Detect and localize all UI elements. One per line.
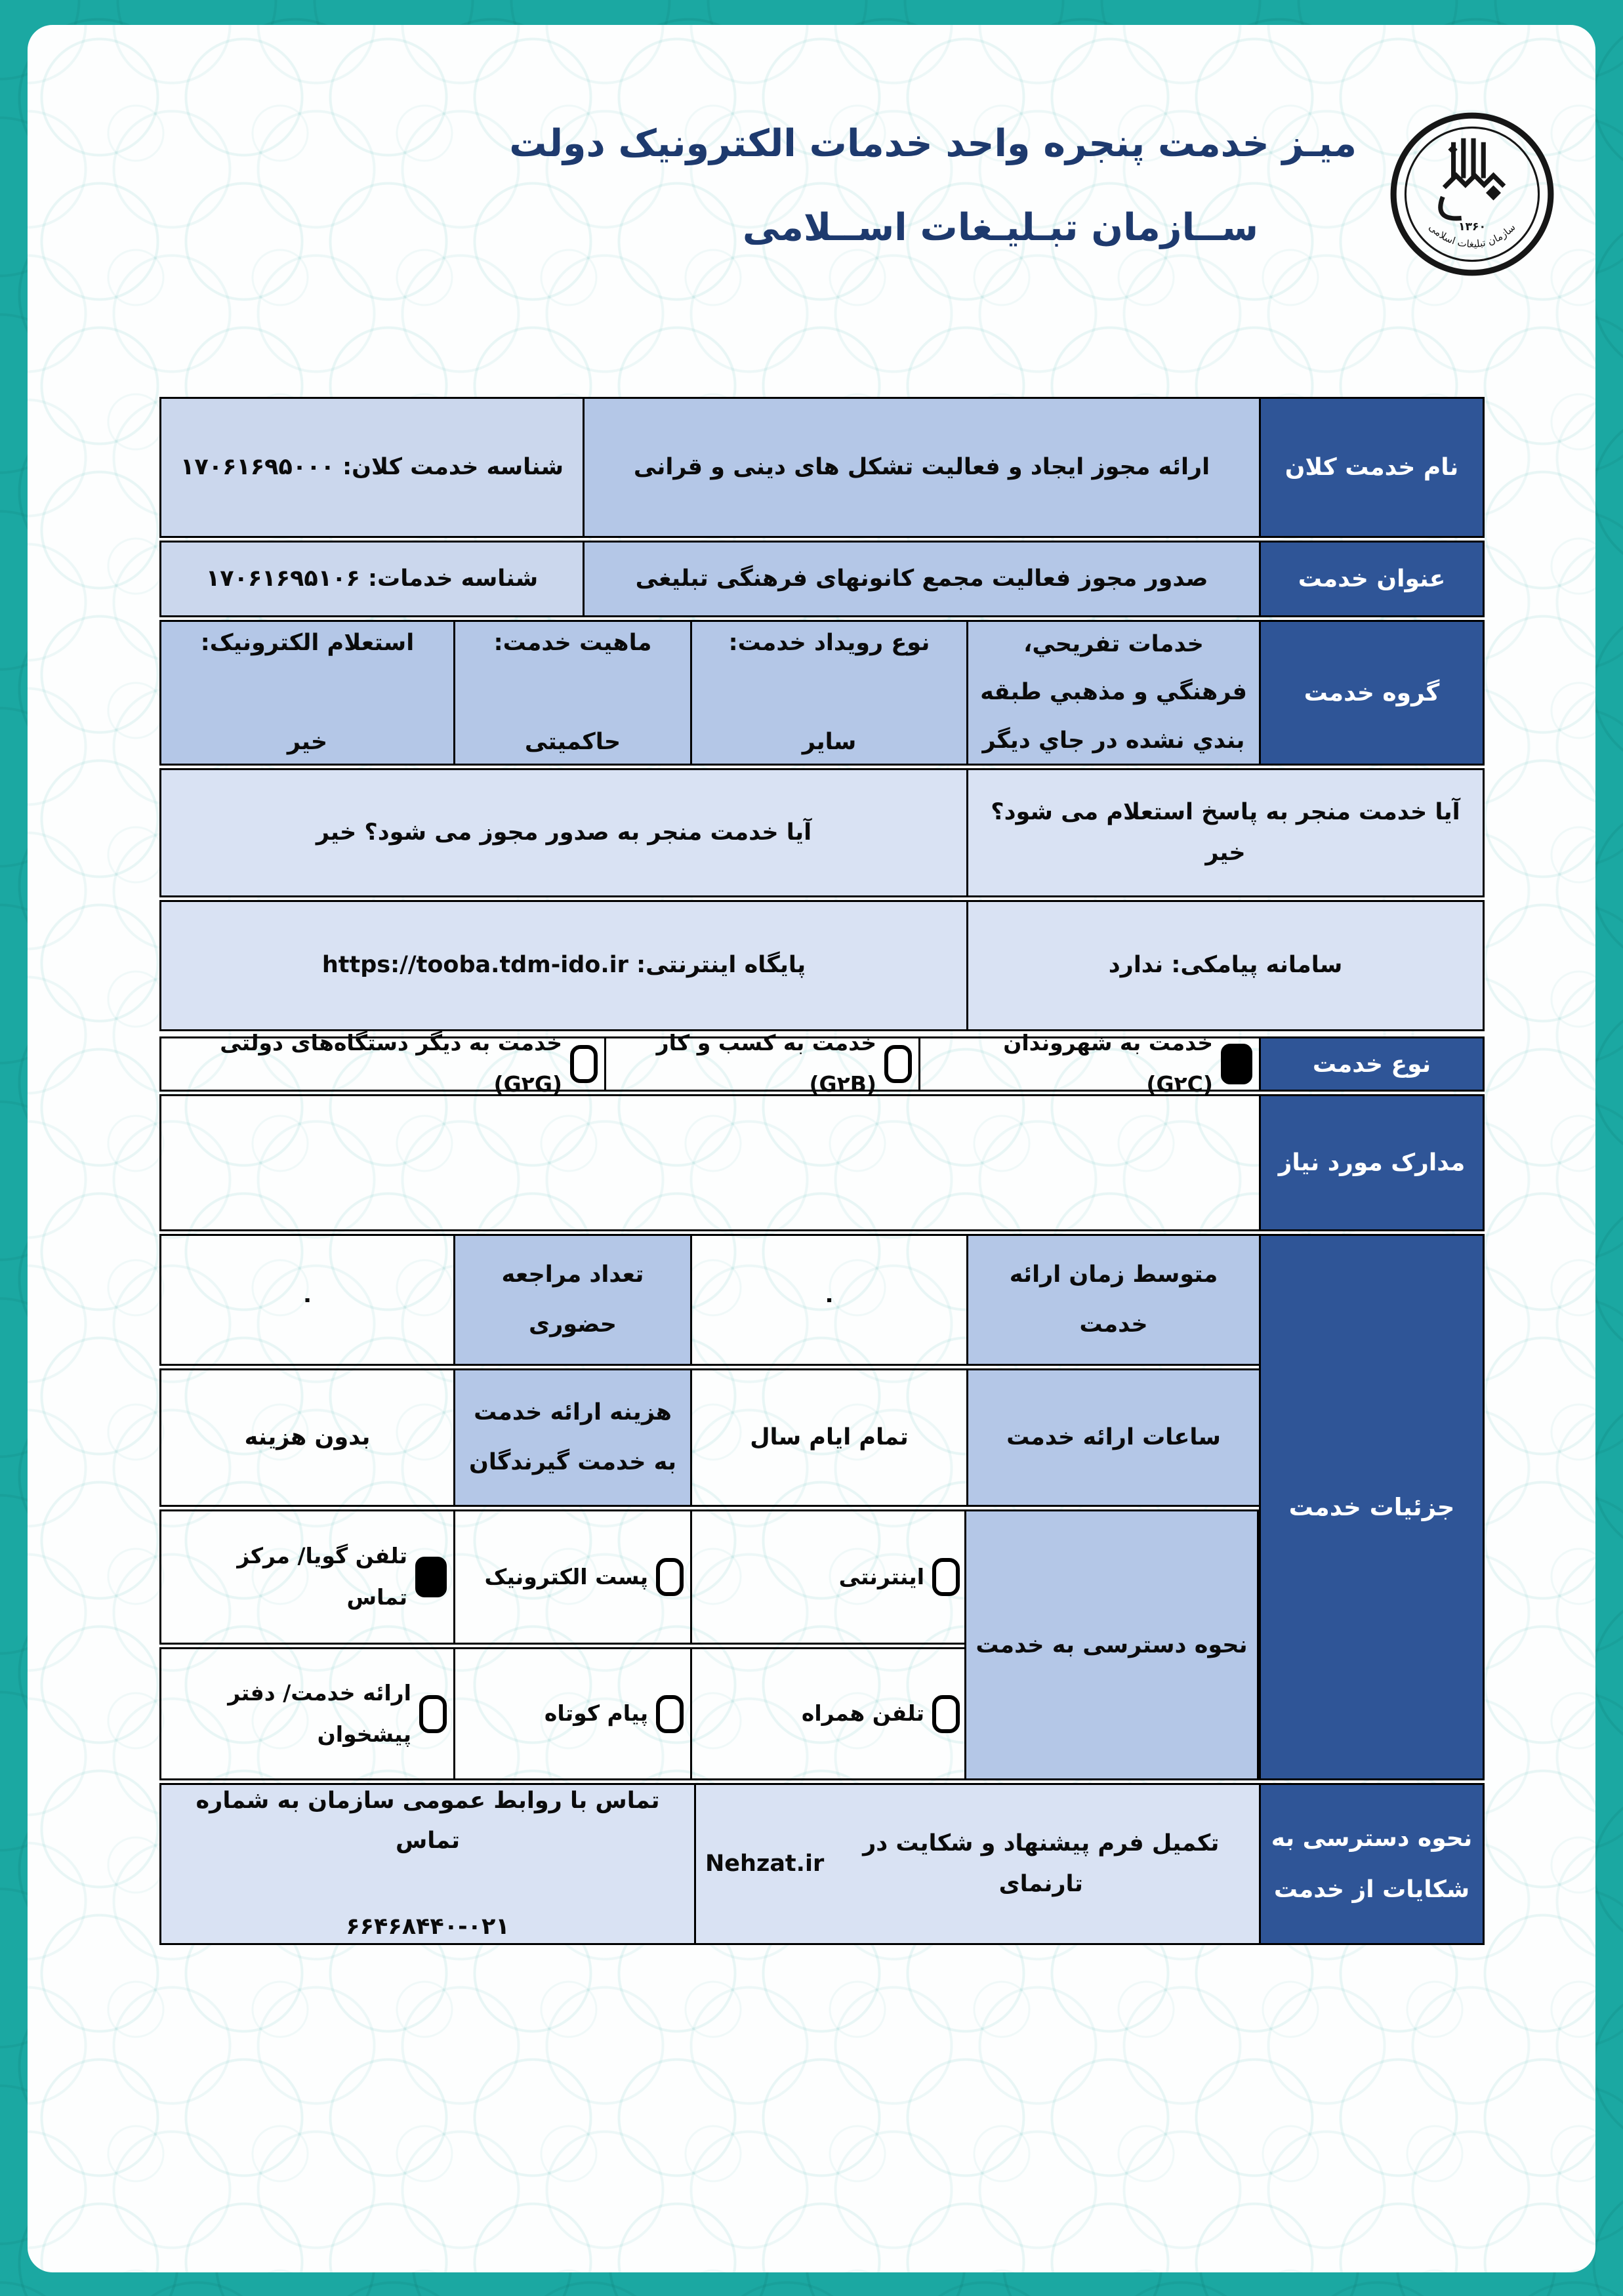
row-macro-service: [159, 397, 1485, 538]
avg-time-label: متوسط زمان ارائه خدمت: [966, 1236, 1259, 1364]
service-title-id: شناسه خدمات: ۱۷۰۶۱۶۹۵۱۰۶: [161, 543, 583, 615]
checkbox-internet[interactable]: [932, 1558, 960, 1596]
checkbox-counter[interactable]: [419, 1695, 447, 1733]
access-mobile: تلفن همراه: [690, 1649, 966, 1778]
website-label: پایگاه اینترنتی:: [636, 952, 806, 979]
complaints-web-cell: [694, 1785, 1259, 1943]
service-hours-value: تمام ایام سال: [690, 1370, 966, 1505]
documents-content: [161, 1096, 1259, 1229]
macro-service-id: شناسه خدمت کلان: ۱۷۰۶۱۶۹۵۰۰۰: [161, 399, 583, 536]
document-card: [28, 25, 1595, 2272]
option-g2g: [161, 1030, 604, 1097]
event-type-cell: [690, 622, 966, 764]
service-table: [159, 397, 1485, 1945]
logo-year: ۱۳۶۰: [1458, 220, 1487, 234]
checkbox-email[interactable]: [656, 1558, 684, 1596]
service-group-category: خدمات تفريحي، فرهنگي و مذهبي طبقه بندي نشده در جاي ديگر: [966, 622, 1259, 764]
complaints-web-text: تکمیل فرم پیشنهاد و شکایت در تارنمای: [863, 1830, 1220, 1897]
access-internet: اینترنتی: [690, 1511, 966, 1643]
website-cell: [161, 902, 966, 1029]
complaints-website[interactable]: Nehzat.ir: [705, 1850, 825, 1877]
row-service-group: [159, 620, 1485, 766]
row-service-title: [159, 541, 1485, 617]
sms-system: سامانه پیامکی: ندارد: [966, 902, 1483, 1029]
event-type-label: نوع رویداد خدمت:: [728, 629, 930, 656]
row-service-leads: [159, 768, 1485, 897]
service-group-header: گروه خدمت: [1259, 622, 1483, 764]
macro-service-value: ارائه مجوز ایجاد و فعالیت تشکل های دینی و قرانی: [583, 399, 1259, 536]
organization-logo-emblem: [1387, 109, 1557, 279]
access-call-center: تلفن گویا/ مرکز تماس: [161, 1511, 453, 1643]
title-line-1: میـز خدمت پنجره واحد خدمات الکترونیک دولت: [509, 122, 1357, 165]
kufic-motif: [1441, 138, 1504, 218]
option-g2c-label: خدمت به شهروندان (G۲C): [1003, 1030, 1213, 1097]
documents-header: مدارک مورد نیاز: [1259, 1096, 1483, 1229]
option-g2c: [918, 1030, 1259, 1097]
service-title-value: صدور مجوز فعالیت مجمع کانونهای فرهنگی تبلیغی: [583, 543, 1259, 615]
service-nature-label: ماهیت خدمت:: [493, 629, 652, 656]
electronic-inquiry-value: خیر: [287, 729, 328, 755]
checkbox-g2c[interactable]: [1221, 1044, 1252, 1084]
visit-count-value: ۰: [300, 1286, 315, 1313]
organization-logo: [1387, 109, 1557, 279]
service-cost-label: هزینه ارائه خدمت به خدمت گیرندگان: [453, 1370, 690, 1505]
row-service-type: [159, 1030, 1485, 1097]
complaints-phone-number: ۶۶۴۶۸۴۴۰-۰۲۱: [346, 1914, 510, 1940]
complaints-phone-text: تماس با روابط عمومی سازمان به شماره تماس: [195, 1787, 660, 1854]
macro-service-header: نام خدمت کلان: [1259, 399, 1483, 536]
option-g2b-label: خدمت به کسب و کار (G۲B): [656, 1030, 876, 1097]
electronic-inquiry-cell: [161, 622, 453, 764]
access-sms: پیام کوتاه: [453, 1649, 690, 1778]
visit-count-label: تعداد مراجعه حضوری: [453, 1236, 690, 1364]
website-url[interactable]: https://tooba.tdm-ido.ir: [321, 952, 628, 979]
service-title-header: عنوان خدمت: [1259, 543, 1483, 615]
access-email: پست الکترونیک: [453, 1511, 690, 1643]
row-service-channels: [159, 900, 1485, 1031]
checkbox-g2b[interactable]: [884, 1045, 912, 1083]
service-nature-cell: [453, 622, 690, 764]
access-counter: ارائه خدمت/ دفتر پیشخوان: [161, 1649, 453, 1778]
checkbox-sms[interactable]: [656, 1695, 684, 1733]
complaints-header: نحوه دسترسی به شکایات از خدمت: [1259, 1785, 1483, 1943]
details-section-header: جزئیات خدمت: [1259, 1234, 1485, 1780]
title-line-2: ســازمان تبـلیـغات اســلامی: [742, 206, 1258, 249]
avg-time-value: ۰: [690, 1236, 966, 1364]
page-title: [438, 122, 1357, 249]
service-cost-value: بدون هزینه: [244, 1424, 371, 1450]
access-method-header: نحوه دسترسی به خدمت: [964, 1509, 1259, 1780]
electronic-inquiry-label: استعلام الکترونیک:: [200, 629, 415, 656]
logo-caption: سازمان تبلیغات اسلامی: [1426, 221, 1518, 251]
option-g2b: [604, 1030, 918, 1097]
option-g2g-label: خدمت به دیگر دستگاه‌های دولتی (G۲G): [220, 1030, 562, 1097]
service-type-header: نوع خدمت: [1259, 1038, 1483, 1090]
row-documents: [159, 1094, 1485, 1231]
event-type-value: سایر: [802, 729, 857, 755]
leads-to-license: آیا خدمت منجر به صدور مجوز می شود؟ خیر: [161, 770, 966, 895]
checkbox-g2g[interactable]: [570, 1045, 598, 1083]
row-complaints: [159, 1783, 1485, 1945]
checkbox-mobile[interactable]: [932, 1695, 960, 1733]
service-nature-value: حاکمیتی: [524, 729, 621, 755]
complaints-phone-cell: [161, 1785, 694, 1943]
checkbox-call-center[interactable]: [415, 1557, 447, 1597]
leads-to-inquiry: آیا خدمت منجر به پاسخ استعلام می شود؟ خیر: [966, 770, 1483, 895]
service-hours-label: ساعات ارائه خدمت: [966, 1370, 1259, 1505]
